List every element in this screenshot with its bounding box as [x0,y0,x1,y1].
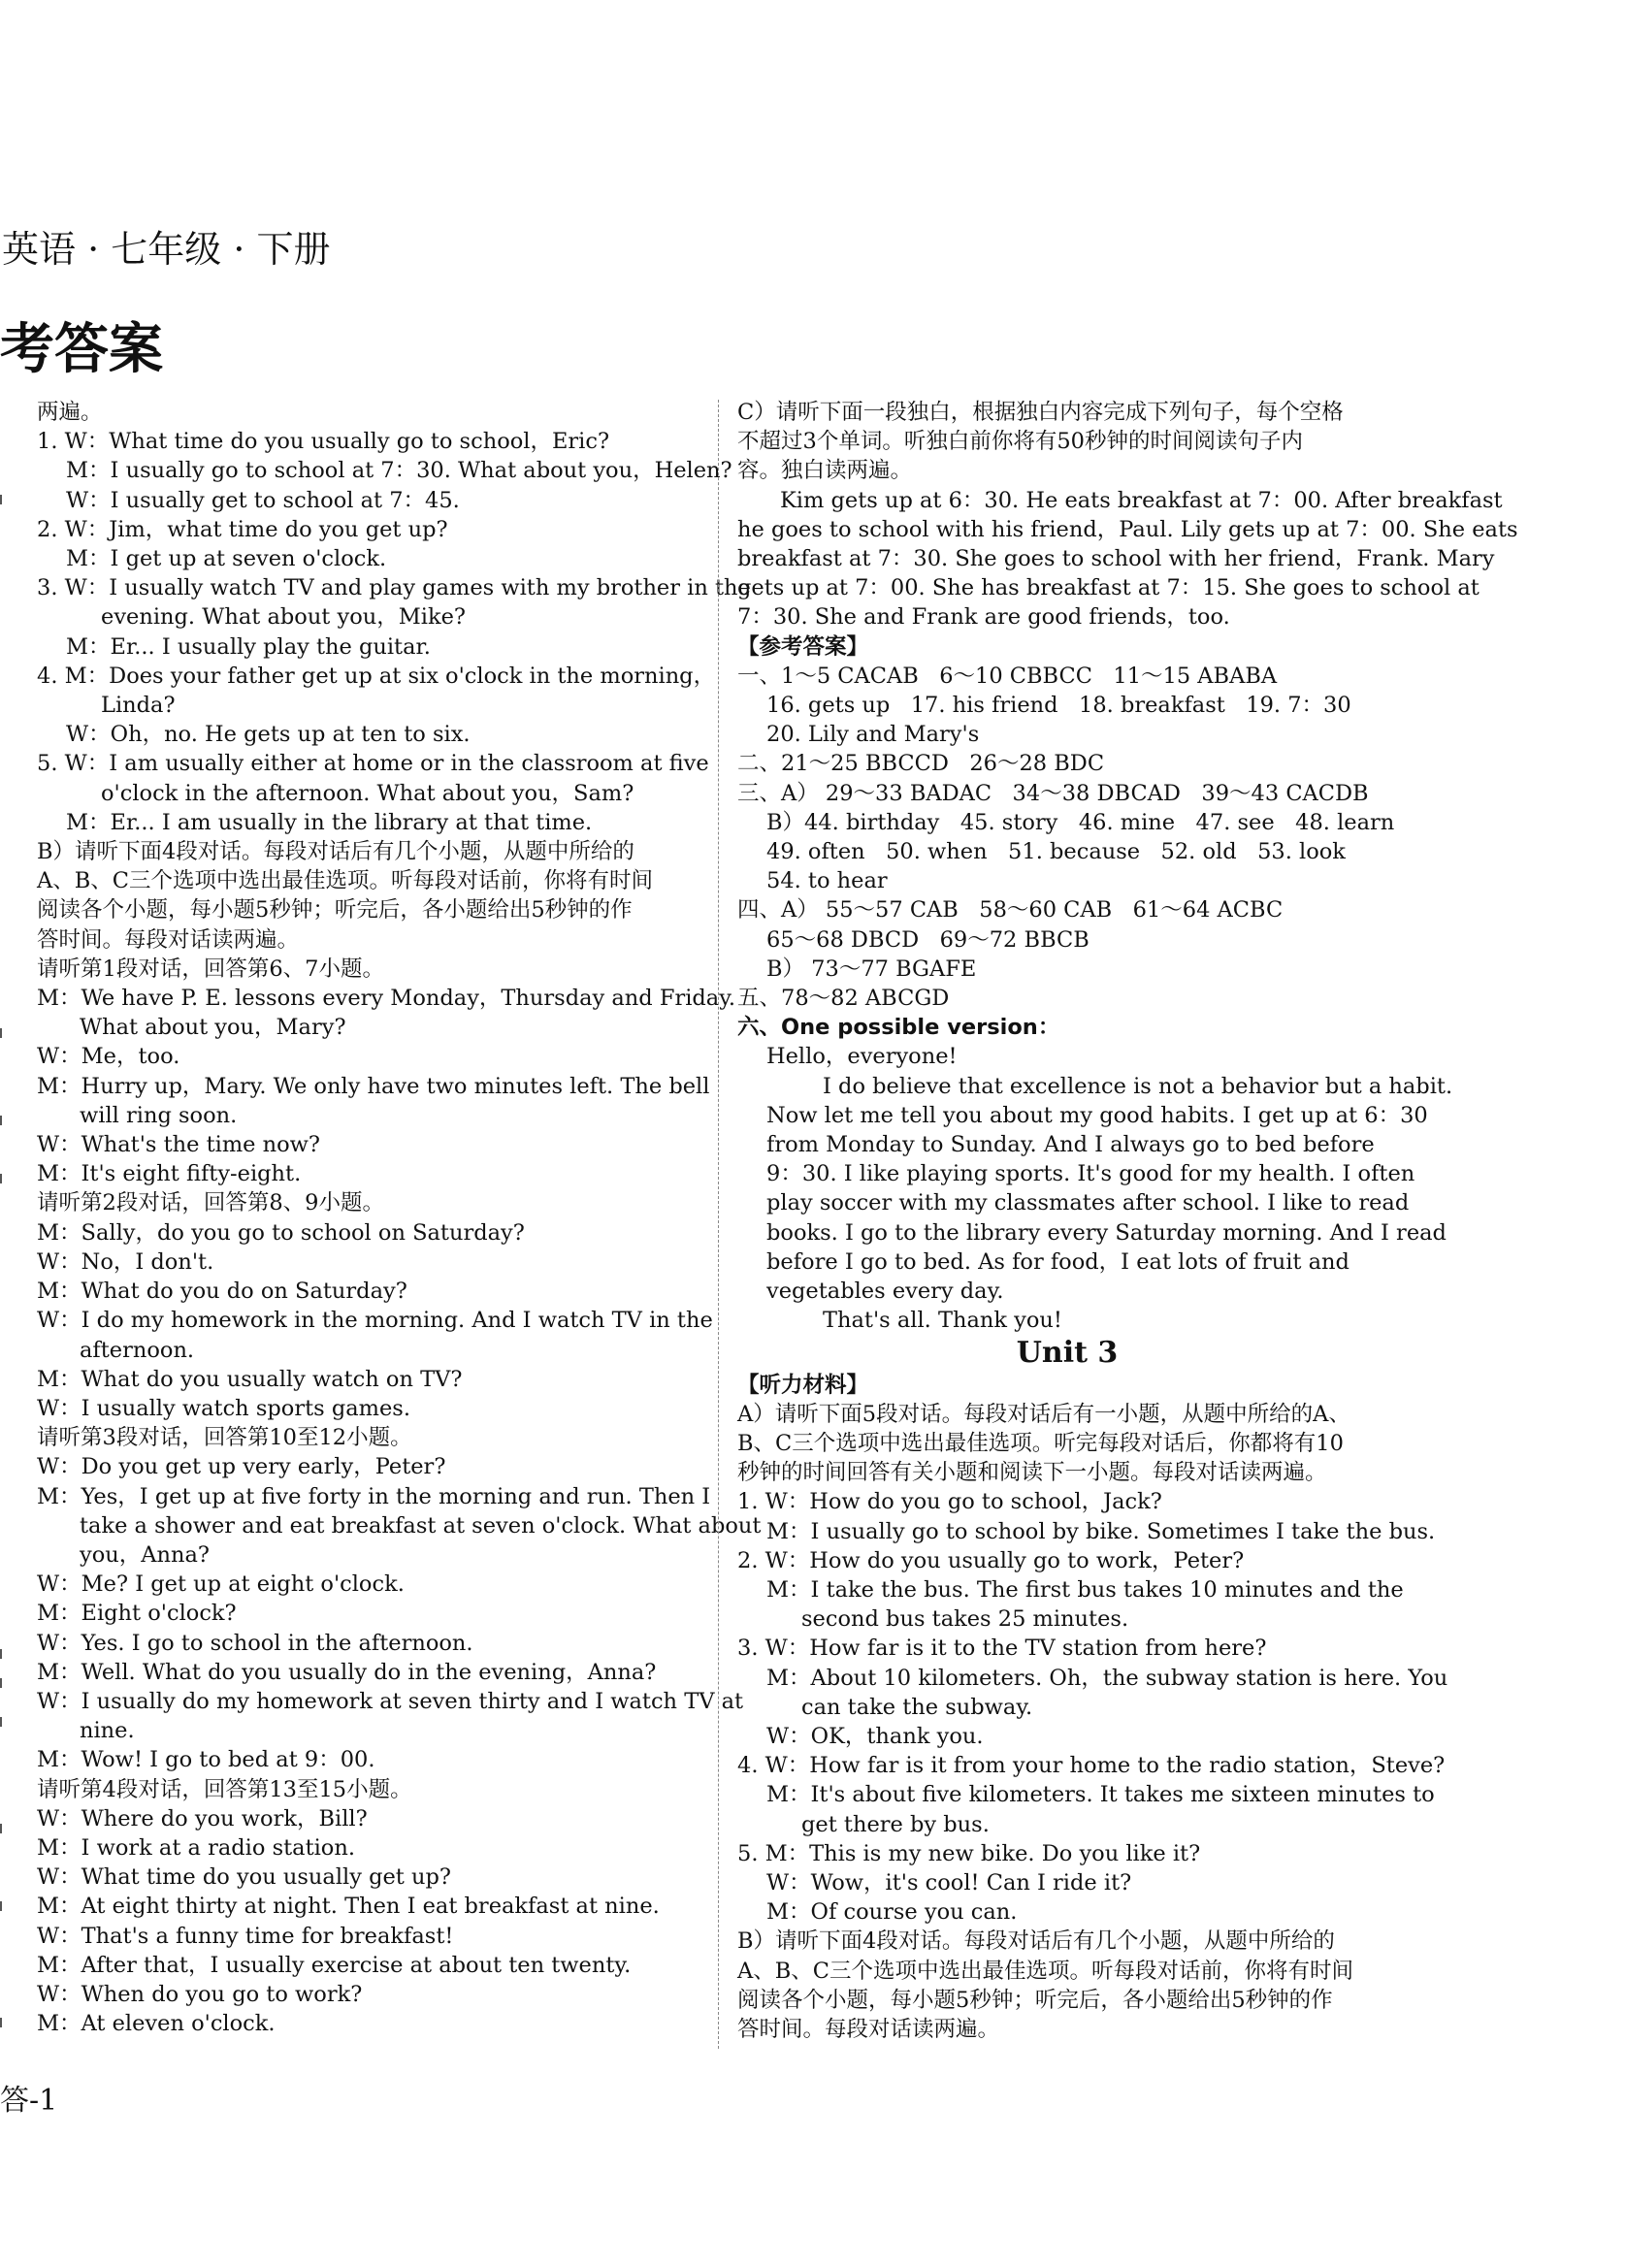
text-line: B）请听下面4段对话。每段对话后有几个小题，从题中所给的 [37,839,634,865]
text-line: M：Er... I am usually in the library at that time. [66,809,593,835]
text-line: W：What time do you usually get up? [37,1864,451,1891]
text-line: 一、1～5 CACAB 6～10 CBBCC 11～15 ABABA [737,663,1278,689]
text-line: second bus takes 25 minutes. [801,1606,1129,1633]
right-column [737,398,1518,2044]
book-subtitle: 英语 · 七年级 · 下册 [2,228,331,271]
text-line: 请听第4段对话，回答第13至15小题。 [37,1776,412,1802]
text-line: 1. W：What time do you usually go to school，Eric? [37,429,610,455]
unit-heading: Unit 3 [1016,1335,1119,1370]
text-line: 3. W：I usually watch TV and play games with my brother in the [37,575,751,601]
text-line: breakfast at 7：30. She goes to school with her friend，Frank. Mary [737,546,1495,572]
text-line: he goes to school with his friend，Paul. Lily gets up at 7：00. She eats [737,516,1518,542]
text-line: will ring soon. [80,1102,238,1128]
text-line: A）请听下面5段对话。每段对话后有一小题，从题中所给的A、 [737,1401,1350,1427]
text-line: M：Yes，I get up at five forty in the morning and run. Then I [37,1483,711,1509]
text-line: vegetables every day. [766,1279,1004,1305]
text-line: 秒钟的时间回答有关小题和阅读下一小题。每段对话读两遍。 [737,1460,1327,1486]
text-line: W：That's a funny time for breakfast! [37,1923,454,1949]
text-line: 3. W：How far is it to the TV station from here? [737,1636,1267,1662]
text-line: Linda? [101,693,176,719]
text-line: Hello，everyone! [766,1044,958,1070]
text-line: M：Sally，do you go to school on Saturday? [37,1219,525,1246]
text-line: 二、21～25 BBCCD 26～28 BDC [737,751,1105,777]
text-line: M：I work at a radio station. [37,1834,355,1861]
text-line: M：What do you do on Saturday? [37,1279,407,1305]
text-line: 2. W：How do you usually go to work，Peter? [737,1547,1245,1573]
text-line: W：What's the time now? [37,1132,320,1158]
column-divider [718,400,719,2049]
text-line: W：Me? I get up at eight o'clock. [37,1571,405,1598]
text-line: B）请听下面4段对话。每段对话后有几个小题，从题中所给的 [737,1928,1335,1955]
text-line: you，Anna? [80,1541,210,1568]
text-line: W：Me，too. [37,1044,180,1070]
text-line: 两遍。 [37,400,103,425]
text-line: 四、A） 55～57 CAB 58～60 CAB 61～64 ACBC [737,897,1284,923]
text-line: books. I go to the library every Saturday morning. And I read [766,1219,1447,1246]
text-line: 5. M：This is my new bike. Do you like it? [737,1840,1201,1866]
text-line: play soccer with my classmates after school. I like to read [766,1190,1410,1216]
text-line: 请听第3段对话，回答第10至12小题。 [37,1425,412,1451]
page-number: 答-1 [0,2084,58,2118]
left-column [37,398,762,2038]
text-line: A、B、C三个选项中选出最佳选项。听每段对话前，你将有时间 [37,868,653,894]
text-line: 16. gets up 17. his friend 18. breakfast 19. 7：30 [766,693,1351,719]
text-line: 阅读各个小题，每小题5秒钟；听完后，各小题给出5秒钟的作 [737,1987,1333,2013]
text-line: M：Wow! I go to bed at 9：00. [37,1747,375,1773]
text-line: 1. W：How do you go to school，Jack? [737,1489,1162,1515]
text-line: 49. often 50. when 51. because 52. old 53. look [766,839,1346,865]
text-line: M：After that，I usually exercise at about ten twenty. [37,1952,632,1978]
text-line: What about you，Mary? [80,1015,346,1041]
text-line: W：I do my homework in the morning. And I watch TV in the [37,1308,713,1334]
text-line: C）请听下面一段独白，根据独白内容完成下列句子，每个空格 [737,400,1344,425]
section-heading-answers: 【参考答案】 [737,633,869,660]
text-line: 答时间。每段对话读两遍。 [37,926,300,953]
text-line: M：It's about five kilometers. It takes me sixteen minutes to [766,1782,1435,1808]
text-line: B、C三个选项中选出最佳选项。听完每段对话后，你都将有10 [737,1430,1344,1456]
text-line: W：Yes. I go to school in the afternoon. [37,1630,473,1656]
text-line: get there by bus. [801,1811,990,1837]
text-line: 20. Lily and Mary's [766,722,980,748]
text-line: 54. to hear [766,868,888,894]
text-line: M：I get up at seven o'clock. [66,546,387,572]
text-line: evening. What about you，Mike? [101,604,466,631]
text-line: M：Of course you can. [766,1899,1018,1926]
text-line: M：At eleven o'clock. [37,2011,276,2037]
text-line: That's all. Thank you! [823,1308,1062,1334]
text-line: 阅读各个小题，每小题5秒钟；听完后，各小题给出5秒钟的作 [37,897,633,923]
text-line: 五、78～82 ABCGD [737,986,950,1012]
text-line: A、B、C三个选项中选出最佳选项。听每段对话前，你将有时间 [737,1958,1353,1984]
text-line: 请听第1段对话，回答第6、7小题。 [37,956,384,982]
text-line: can take the subway. [801,1694,1033,1720]
text-line: I do believe that excellence is not a behavior but a habit. [823,1073,1453,1099]
text-line: W：I usually do my homework at seven thirty and I watch TV at [37,1688,744,1714]
page-title: 考答案 [0,317,163,381]
text-line: 65～68 DBCD 69～72 BBCB [766,926,1089,953]
sample-essay-heading: 六、One possible version： [737,1015,1060,1041]
text-line: 4. W：How far is it from your home to the radio station，Steve? [737,1753,1446,1779]
text-line: W：No，I don't. [37,1248,214,1275]
text-line: 容。独白读两遍。 [737,458,913,484]
text-line: W：Wow，it's cool! Can I ride it? [766,1869,1132,1895]
text-line: W：Where do you work，Bill? [37,1805,368,1831]
text-line: W：When do you go to work? [37,1981,363,2007]
text-line: 5. W：I am usually either at home or in the classroom at five [37,751,709,777]
text-line: nine. [80,1718,135,1744]
text-line: 不超过3个单词。听独白前你将有50秒钟的时间阅读句子内 [737,429,1303,455]
text-line: M：I usually go to school at 7：30. What about you，Helen? [66,458,732,484]
text-line: 7：30. She and Frank are good friends，too. [737,604,1230,631]
text-line: Kim gets up at 6：30. He eats breakfast at 7：00. After breakfast [780,487,1503,513]
text-line: o'clock in the afternoon. What about you，Sam? [101,780,634,806]
text-line: 三、A） 29～33 BADAC 34～38 DBCAD 39～43 CACDB [737,780,1369,806]
section-heading-listening: 【听力材料】 [737,1372,869,1398]
text-line: take a shower and eat breakfast at seven o'clock. What about [80,1512,762,1539]
text-line: B） 73～77 BGAFE [766,956,977,982]
text-line: M：Well. What do you usually do in the evening，Anna? [37,1659,657,1685]
text-line: W：I usually get to school at 7：45. [66,487,460,513]
text-line: before I go to bed. As for food，I eat lots of fruit and [766,1248,1350,1275]
text-line: 2. W：Jim，what time do you get up? [37,516,448,542]
text-line: W：I usually watch sports games. [37,1395,410,1421]
text-line: M：Er... I usually play the guitar. [66,633,431,660]
text-line: from Monday to Sunday. And I always go to bed before [766,1132,1375,1158]
text-line: afternoon. [80,1337,195,1363]
text-line: 请听第2段对话，回答第8、9小题。 [37,1190,384,1216]
text-line: 答时间。每段对话读两遍。 [737,2016,1000,2042]
text-line: M：Hurry up，Mary. We only have two minutes left. The bell [37,1073,710,1099]
text-line: M：What do you usually watch on TV? [37,1366,463,1392]
text-line: B）44. birthday 45. story 46. mine 47. see 48. learn [766,809,1395,835]
text-line: M：About 10 kilometers. Oh，the subway station is here. You [766,1665,1448,1691]
text-line: M：We have P. E. lessons every Monday，Thursday and Friday. [37,986,736,1012]
text-line: 4. M：Does your father get up at six o'clock in the morning， [37,663,716,689]
text-line: M：It's eight fifty-eight. [37,1161,302,1187]
text-line: 9：30. I like playing sports. It's good for my health. I often [766,1161,1415,1187]
text-line: W：Do you get up very early，Peter? [37,1454,446,1480]
text-line: Now let me tell you about my good habits. I get up at 6：30 [766,1102,1428,1128]
text-line: M：I take the bus. The first bus takes 10 minutes and the [766,1576,1404,1603]
text-line: M：I usually go to school by bike. Sometimes I take the bus. [766,1518,1436,1544]
text-line: M：Eight o'clock? [37,1601,237,1627]
text-line: M：At eight thirty at night. Then I eat breakfast at nine. [37,1894,660,1920]
text-line: W：OK，thank you. [766,1723,984,1749]
text-line: gets up at 7：00. She has breakfast at 7：15. She goes to school at [737,575,1480,601]
text-line: W：Oh，no. He gets up at ten to six. [66,722,471,748]
